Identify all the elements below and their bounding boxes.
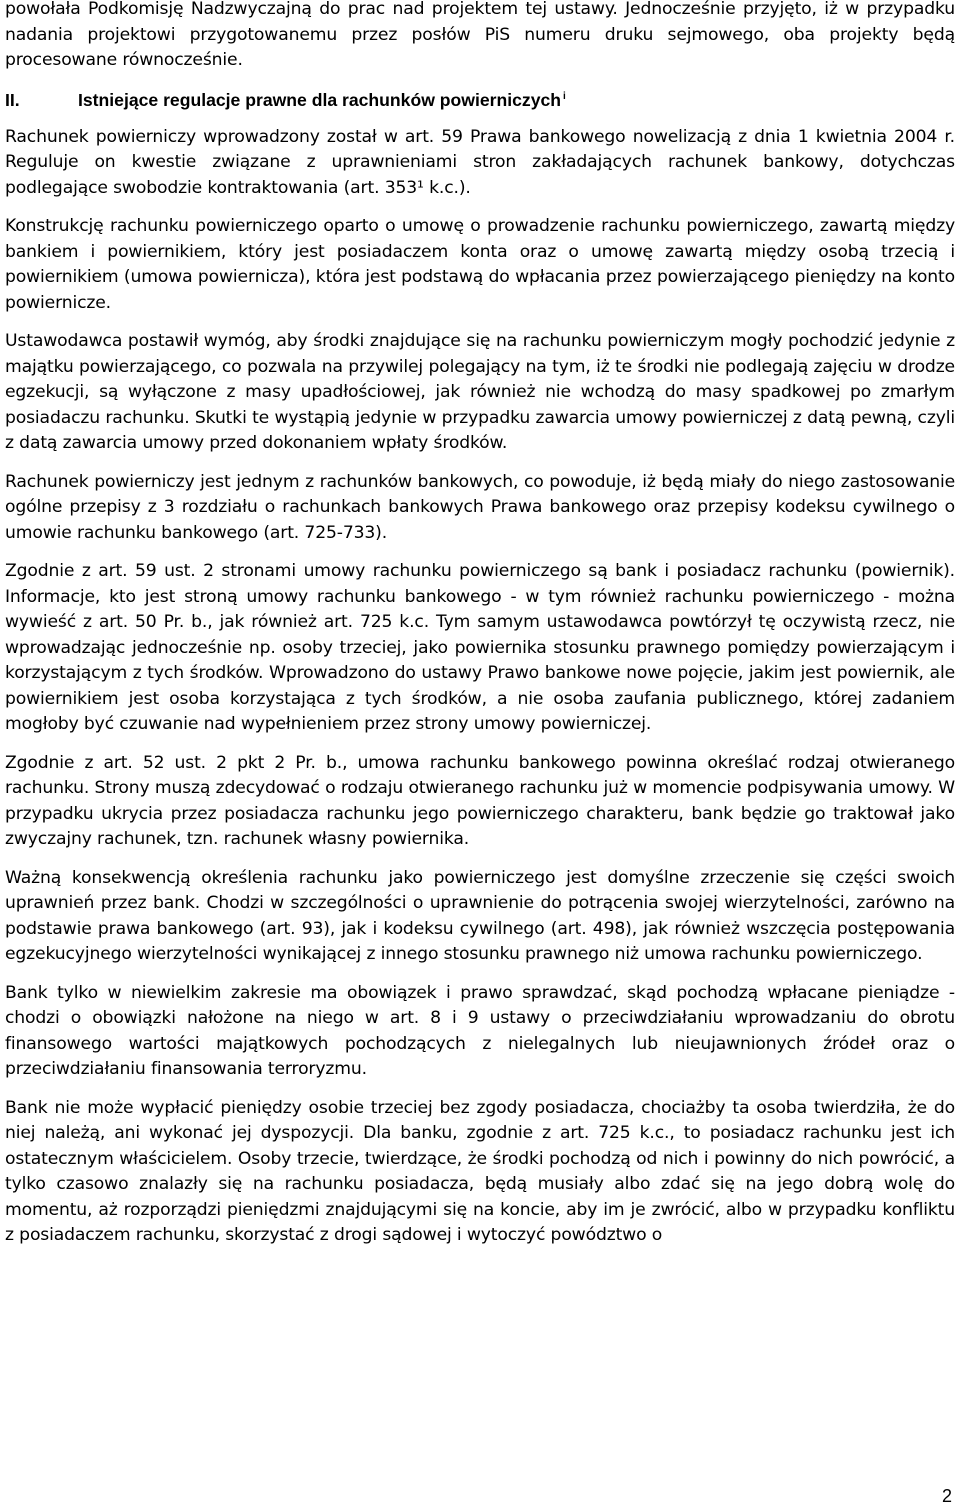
paragraph-account-introduction: Rachunek powierniczy wprowadzony został w art. 59 Prawa bankowego nowelizacją z dnia 1 kwietnia 2004 r. Reguluje on kwestie związane z uprawnieniami stron zakładających rachunek bankowy, dotychczas podlegające swobodzie kontraktowania (art. 353¹ k.c.). <box>5 126 955 198</box>
paragraph-bank-verification: Bank tylko w niewielkim zakresie ma obowiązek i prawo sprawdzać, skąd pochodzą wpłacane pieniądze - chodzi o obowiązki nałożone na niego w art. 8 i 9 ustawy o przeciwdziałaniu wprowadzaniu do obrotu finansowego wartości majątkowych pochodzących z nielegalnych lub nieujawnionych źródeł oraz o przeciwdziałaniu finansowania terroryzmu. <box>5 982 955 1079</box>
document-page <box>5 0 955 1249</box>
paragraph-third-party-payout: Bank nie może wypłacić pieniędzy osobie trzeciej bez zgody posiadacza, chociażby ta osoba twierdziła, że do niej należą, ani wykonać jej dyspozycji. Dla banku, zgodnie z art. 725 k.c., to posiadacz rachunku jest ich ostatecznym właścicielem. Osoby trzecie, twierdzące, że środki pochodzą od nich i powinny do nich powrócić, a tylko czasowo znalazły się na rachunku posiadacza, będą musiały albo zdać się na jego dobrą wolę do momentu, aż rozporządzi pieniędzmi znajdującymi się na koncie, aby im je zwrócić, albo w przypadku konfliktu z posiadaczem rachunku, skorzystać z drogi sądowej i wytoczyć powództwo o <box>5 1097 955 1245</box>
paragraph-account-kind: Zgodnie z art. 52 ust. 2 pkt 2 Pr. b., umowa rachunku bankowego powinna określać rodzaj otwieranego rachunku. Strony muszą zdecydować o rodzaju otwieranego rachunku już w momencie podpisywania umowy. W przypadku ukrycia przez posiadacza rachunku jego powierniczego charakteru, bank będzie go traktował jako zwyczajny rachunek, tzn. rachunek własny powiernika. <box>5 752 955 849</box>
paragraph-contract-parties: Zgodnie z art. 59 ust. 2 stronami umowy rachunku powierniczego są bank i posiadacz rachunku (powiernik). Informacje, kto jest stroną umowy rachunku bankowego - w tym również rachunku powierniczego - można wywieść z art. 50 Pr. b., jak również art. 725 k.c. Tym samym ustawodawca powtórzył tę oczywistą rzecz, nie wprowadzając jednocześnie np. osoby trzeciej, jako powiernika stosunku prawnego pomiędzy powierzającym i korzystającym z tych środków. Wprowadzono do ustawy Prawo bankowe nowe pojęcie, jakim jest powiernik, ale powiernikiem jest osoba korzystająca z tych środków, a nie osoba zaufania publicznego, której zadaniem mogłoby być czuwanie nad wypełnieniem przez strony umowy powierniczej. <box>5 561 955 734</box>
paragraph-account-construction: Konstrukcję rachunku powierniczego oparto o umowę o prowadzenie rachunku powierniczego, zawartą między bankiem i powiernikiem, który jest posiadaczem konta oraz o umowę zawartą między osobą trzecią i powiernikiem (umowa powiernicza), która jest podstawą do wpłacania przez powierzającego pieniędzy na konto powiernicze. <box>5 216 955 313</box>
section-heading <box>5 88 955 112</box>
paragraph-bank-account-type: Rachunek powierniczy jest jednym z rachunków bankowych, co powoduje, iż będą miały do niego zastosowanie ogólne przepisy z 3 rozdziału o rachunkach bankowych Prawa bankowego oraz przepisy kodeksu cywilnego o umowie rachunku bankowego (art. 725-733). <box>5 471 955 543</box>
section-title-text: Istniejące regulacje prawne dla rachunków powierniczych <box>78 89 562 110</box>
intro-paragraph: powołała Podkomisję Nadzwyczajną do prac nad projektem tej ustawy. Jednocześnie przyjęto, iż w przypadku nadania projektowi przygotowanemu przez posłów PiS numeru druku sejmowego, oba projekty będą procesowane równocześnie. <box>5 0 955 70</box>
footnote-mark: i <box>563 90 566 102</box>
paragraph-funds-requirement: Ustawodawca postawił wymóg, aby środki znajdujące się na rachunku powierniczym mogły pochodzić jedynie z majątku powierzającego, co pozwala na przywilej polegający na tym, iż te środki nie podlegają zajęciu w drodze egzekucji, są wyłączone z masy upadłościowej, jak również nie wchodzą do masy spadkowej po zmarłym posiadaczu rachunku. Skutki te wystąpią jedynie w przypadku zawarcia umowy powierniczej z datą pewną, czyli z datą zawarcia umowy przed dokonaniem wpłaty środków. <box>5 331 955 453</box>
section-title <box>78 88 566 112</box>
section-number: II. <box>5 89 20 110</box>
paragraph-bank-rights-waiver: Ważną konsekwencją określenia rachunku jako powierniczego jest domyślne zrzeczenie się części swoich uprawnień przez bank. Chodzi w szczególności o uprawnienie do potrącenia swojej wierzytelności, zarówno na podstawie prawa bankowego (art. 93), jak i kodeksu cywilnego (art. 498), jak również wszczęcia postępowania egzekucyjnego wierzytelności wynikającej z innego stosunku prawnego niż umowa rachunku powierniczego. <box>5 867 955 964</box>
page-number: 2 <box>941 1486 952 1506</box>
